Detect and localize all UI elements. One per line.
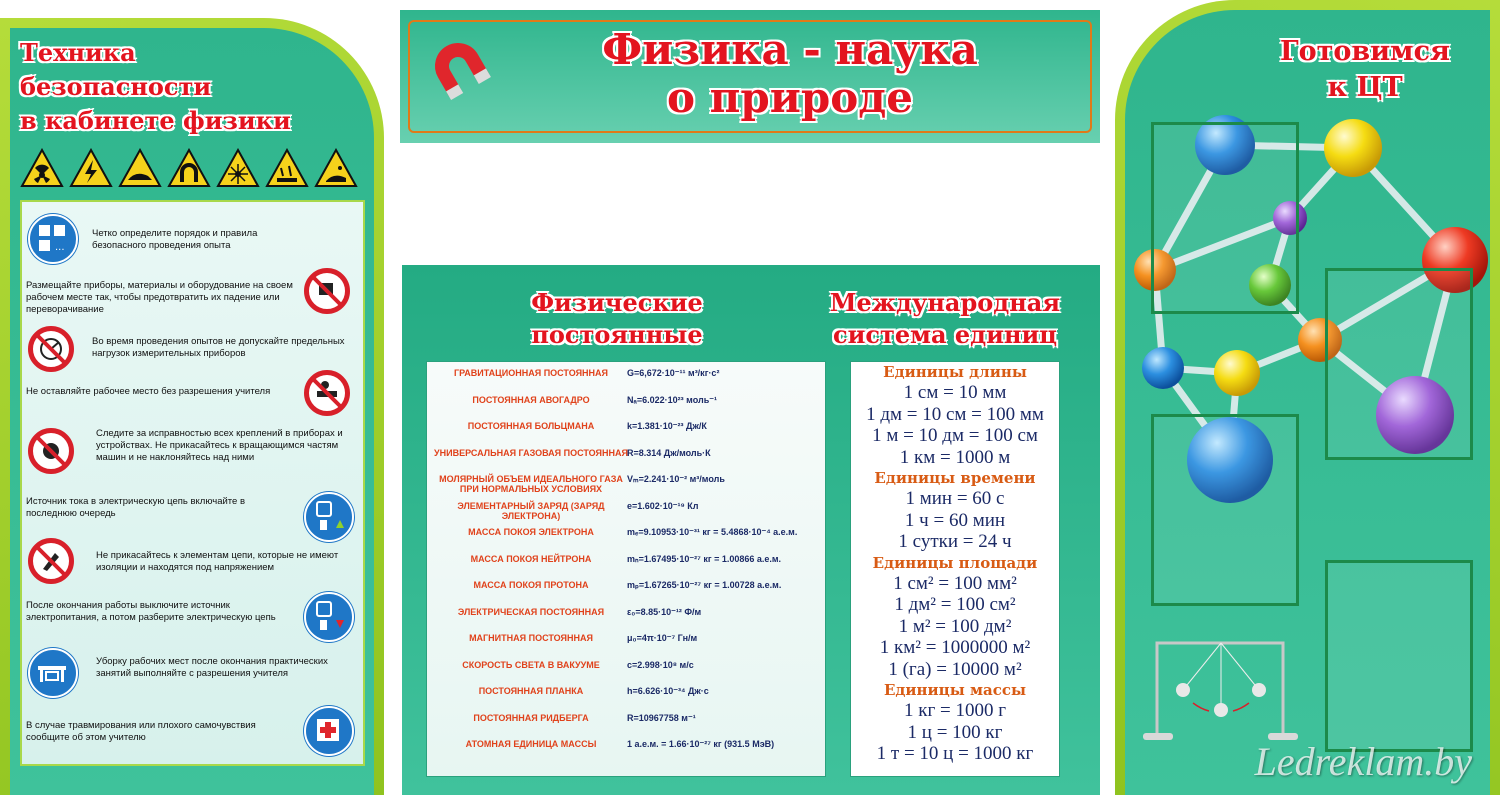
safety-rule: Не оставляйте рабочее место без разрешения учителя [26, 386, 271, 397]
unit-conversion: 1 м = 10 дм = 100 см [872, 425, 1038, 446]
corrosive-icon [265, 148, 309, 188]
si-title [802, 287, 1088, 351]
document-pocket [1151, 414, 1299, 606]
newton-cradle-icon [1133, 635, 1303, 745]
constant-value: c=2.998·10⁸ м/с [627, 659, 694, 670]
unit-group-heading: Единицы площади [872, 553, 1038, 572]
constants-title [492, 287, 742, 351]
constants-title-line: постоянные [531, 320, 703, 349]
constant-value: mₙ=1.67495·10⁻²⁷ кг = 1.00866 а.е.м. [627, 553, 782, 564]
magnet-icon [422, 30, 494, 102]
unit-conversion: 1 м² = 100 дм² [898, 615, 1012, 637]
socket-plug-icon [304, 592, 354, 642]
watermark: Ledreklam.by [1254, 739, 1472, 784]
title-banner [400, 10, 1100, 143]
safety-rule: Во время проведения опытов не допускайте предельных нагрузок измерительных приборов [92, 336, 345, 359]
exam-prep-title [1245, 34, 1485, 106]
constant-name: ЭЛЕКТРИЧЕСКАЯ ПОСТОЯННАЯ [457, 606, 605, 617]
unit-conversion: 1 мин = 60 с [905, 488, 1005, 509]
radiation-icon [20, 148, 64, 188]
workbench-icon [28, 648, 78, 698]
constant-value: 1 а.е.м. = 1.66·10⁻²⁷ кг (931.5 МэВ) [627, 739, 775, 749]
no-entry-icon [28, 428, 74, 474]
constants-title-line: Физические [531, 288, 703, 317]
document-pocket [1325, 560, 1473, 752]
high-voltage-icon [69, 148, 113, 188]
safety-rule: Источник тока в электрическую цепь включайте в последнюю очередь [26, 496, 246, 519]
safety-rules-card [20, 200, 365, 766]
safety-rule: После окончания работы выключите источник электропитания, а потом разберите электрическую цепь [26, 600, 276, 623]
no-entry-icon [304, 268, 350, 314]
unit-conversion: 1 (га) = 10000 м² [888, 658, 1022, 680]
constant-value: ε₀=8.85·10⁻¹² Ф/м [627, 606, 702, 617]
document-pocket [1325, 268, 1473, 460]
unit-conversion: 1 дм² = 100 см² [894, 594, 1016, 615]
si-title-line: система единиц [832, 320, 1058, 349]
constant-name: ПОСТОЯННАЯ ПЛАНКА [478, 686, 584, 696]
unit-group-heading: Единицы длины [883, 363, 1027, 381]
constants-table [426, 361, 826, 777]
safety-rule: Размещайте приборы, материалы и оборудование на своем рабочем месте так, чтобы предотвратить их падение или переворачивание [26, 280, 293, 315]
constant-name: ГРАВИТАЦИОННАЯ ПОСТОЯННАЯ [453, 368, 609, 378]
constant-name: МОЛЯРНЫЙ ОБЪЕМ ИДЕАЛЬНОГО ГАЗА ПРИ НОРМАЛЬНЫХ УСЛОВИЯХ [439, 474, 623, 494]
exam-prep-panel [1115, 0, 1500, 795]
unit-conversion: 1 см² = 100 мм² [893, 572, 1017, 594]
unit-conversion: 1 ч = 60 мин [904, 509, 1006, 531]
unit-conversion: 1 см = 10 мм [903, 382, 1007, 403]
first-aid-icon [304, 706, 354, 756]
unit-conversion: 1 т = 10 ц = 1000 кг [876, 743, 1034, 764]
document-pocket [1151, 122, 1299, 314]
page-title [510, 26, 1070, 122]
safety-rule: Уборку рабочих мест после окончания практических занятий выполняйте с разрешения учителя [96, 656, 328, 679]
hand-hazard-icon [118, 148, 162, 188]
constant-value: Vₘ=2.241·10⁻² м³/моль [627, 474, 725, 484]
constant-value: h=6.626·10⁻³⁴ Дж·с [627, 686, 709, 696]
constant-name: МАГНИТНАЯ ПОСТОЯННАЯ [469, 633, 593, 643]
constant-name: СКОРОСТЬ СВЕТА В ВАКУУМЕ [462, 659, 600, 670]
safety-rule: Четко определите порядок и правила безопасного проведения опыта [92, 228, 258, 251]
unit-group-heading: Единицы времени [874, 469, 1036, 487]
si-units-box [850, 361, 1060, 777]
safety-title-line: безопасности [20, 72, 212, 101]
constant-name: ЭЛЕМЕНТАРНЫЙ ЗАРЯД (ЗАРЯД ЭЛЕКТРОНА) [457, 500, 605, 521]
constant-name: МАССА ПОКОЯ НЕЙТРОНА [470, 553, 592, 564]
checklist-icon [28, 214, 78, 264]
unit-conversion: 1 км = 1000 м [899, 446, 1011, 468]
gauge-icon [28, 326, 74, 372]
safety-title-line: Техника [20, 38, 136, 67]
exam-prep-title-line: к ЦТ [1327, 72, 1403, 103]
unit-conversion: 1 кг = 1000 г [903, 700, 1007, 721]
constant-name: АТОМНАЯ ЕДИНИЦА МАССЫ [465, 739, 597, 749]
constants-panel [402, 265, 1100, 795]
constant-value: R=10967758 м⁻¹ [627, 712, 696, 723]
unit-group-heading: Единицы массы [883, 681, 1027, 699]
constant-name: ПОСТОЯННАЯ РИДБЕРГА [473, 712, 589, 723]
hazard-signs-row [20, 148, 365, 190]
si-title-line: Международная [829, 288, 1061, 317]
constant-name: УНИВЕРСАЛЬНАЯ ГАЗОВАЯ ПОСТОЯННАЯ [434, 447, 628, 458]
hand-corrosive-icon [314, 148, 358, 188]
constant-name: МАССА ПОКОЯ ПРОТОНА [473, 580, 589, 590]
socket-plug-icon [304, 492, 354, 542]
unit-conversion: 1 сутки = 24 ч [898, 531, 1012, 552]
constant-value: e=1.602·10⁻¹⁹ Кл [627, 500, 699, 511]
unit-conversion: 1 дм = 10 см = 100 мм [866, 403, 1044, 425]
constant-value: k=1.381·10⁻²³ Дж/К [627, 421, 707, 431]
page-title-line: о природе [667, 73, 913, 122]
constant-value: R=8.314 Дж/моль·К [627, 447, 711, 458]
no-entry-icon [304, 370, 350, 416]
constant-name: ПОСТОЯННАЯ БОЛЬЦМАНА [467, 421, 595, 431]
page-title-line: Физика - наука [602, 25, 978, 74]
constant-value: μ₀=4π·10⁻⁷ Гн/м [627, 633, 698, 643]
safety-title-line: в кабинете физики [20, 106, 291, 135]
constant-name: ПОСТОЯННАЯ АВОГАДРО [472, 394, 590, 405]
constant-value: G=6,672·10⁻¹¹ м³/кг·с² [627, 368, 720, 378]
unit-conversion: 1 км² = 1000000 м² [879, 637, 1031, 658]
safety-rule: Следите за исправностью всех креплений в приборах и устройствах. Не прикасайтесь к вращающимся частям машин и не наклоняйтесь над ними [96, 428, 343, 463]
laser-icon [216, 148, 260, 188]
constant-value: mₑ=9.10953·10⁻³¹ кг = 5.4868·10⁻⁴ а.е.м. [627, 527, 798, 537]
magnet-icon [167, 148, 211, 188]
safety-rule: Не прикасайтесь к элементам цепи, которые не имеют изоляции и находятся под напряжением [96, 550, 339, 573]
constant-value: mₚ=1.67265·10⁻²⁷ кг = 1.00728 а.е.м. [627, 580, 782, 590]
unit-conversion: 1 ц = 100 кг [907, 721, 1003, 743]
safety-title [20, 36, 370, 138]
svg-text:...: ... [55, 242, 65, 253]
exam-prep-title-line: Готовимся [1279, 36, 1450, 67]
no-entry-icon [28, 538, 74, 584]
safety-rule: В случае травмирования или плохого самочувствия сообщите об этом учителю [26, 720, 256, 743]
constant-name: МАССА ПОКОЯ ЭЛЕКТРОНА [468, 527, 594, 537]
constant-value: Nₐ=6.022·10²³ моль⁻¹ [627, 394, 717, 405]
